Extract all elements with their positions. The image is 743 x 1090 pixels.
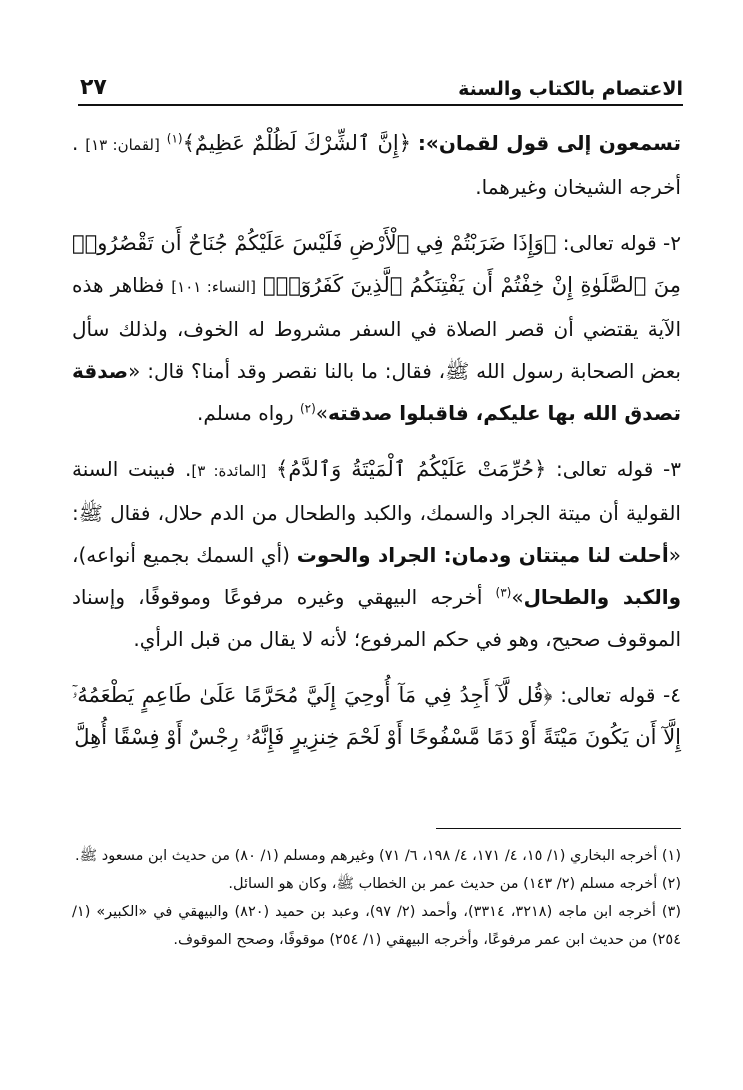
p3-footnote-marker[interactable]: (٣) <box>495 585 512 600</box>
p3-hadith-quote-1: أحلت لنا ميتتان ودمان: الجراد والحوت <box>296 543 669 567</box>
p2-quote-close: » <box>315 401 329 425</box>
footnotes <box>72 842 681 954</box>
p3-mid: (أي السمك بجميع أنواعه)، <box>72 543 297 567</box>
page-number: ٢٧ <box>80 75 107 100</box>
p3-verse: ﴿حُرِّمَتْ عَلَيْكُمُ ٱلْمَيْتَةُ وَٱلدَّمُ﴾ <box>276 457 547 481</box>
paragraph-3 <box>72 448 681 660</box>
p2-text-2: رواه مسلم. <box>197 401 300 425</box>
p3-hadith-quote-2: والكبد والطحال <box>523 585 681 609</box>
header-title: الاعتصام بالكتاب والسنة <box>458 78 683 100</box>
p1-tail: . أخرجه الشيخان وغيرهما. <box>72 131 681 199</box>
p2-hadith-quote: صدقة تصدق الله بها عليكم، فاقبلوا صدقته <box>72 359 681 425</box>
footnote-separator <box>436 828 681 829</box>
footnote-3: (٣) أخرجه ابن ماجه (٣٢١٨، ٣٣١٤)، وأحمد (٢/ ٩٧)، وعبد بن حميد (٨٢٠) والبيهقي في «الكبير» (١/ ٢٥٤) من حديث ابن عمر مرفوعًا، وأخرجه البيهقي (١/ ٢٥٤) موقوفًا، وصحح الموقوف. <box>72 904 681 948</box>
paragraph-2 <box>72 222 681 434</box>
paragraph-4 <box>72 674 681 758</box>
p2-footnote-marker[interactable]: (٢) <box>299 401 316 416</box>
p1-verse: ﴿إِنَّ ٱلشِّرْكَ لَظُلْمٌ عَظِيمٌ﴾ <box>182 131 412 155</box>
p4-verse: ﴿قُل لَّآ أَجِدُ فِي مَآ أُوحِيَ إِلَيَّ مُحَرَّمًا عَلَىٰ طَاعِمٍ يَطْعَمُهُۥٓ إِلَّآ أَن يَكُونَ مَيْتَةً أَوْ دَمًا مَّسْفُوحًا أَوْ لَحْمَ خِنزِيرٍ فَإِنَّهُۥ رِجْسٌ أَوْ فِسْقًا أُهِلَّ <box>72 683 681 749</box>
p3-text-2: أخرجه البيهقي وغيره مرفوعًا وموقوفًا، وإسناد الموقوف صحيح، وهو في حكم المرفوع؛ لأنه لا يقال من قبل الرأي. <box>72 585 681 651</box>
header-rule <box>78 104 683 106</box>
running-header <box>80 66 683 100</box>
p2-verse-reference: [النساء: ١٠١] <box>171 278 256 296</box>
p3-quote-close: » <box>511 585 524 609</box>
footnote-2: (٢) أخرجه مسلم (٢/ ١٤٣) من حديث عمر بن الخطاب ﷺ، وكان هو السائل. <box>228 876 681 892</box>
p2-intro: ٢- قوله تعالى: <box>562 231 682 255</box>
p1-lead: تسمعون إلى قول لقمان»: <box>417 131 681 155</box>
p4-intro: ٤- قوله تعالى: <box>560 683 682 707</box>
main-text <box>72 122 681 772</box>
p2-text-1: فظاهر هذه الآية يقتضي أن قصر الصلاة في السفر مشروط له الخوف، ولذلك سأل بعض الصحابة رسول الله ﷺ، فقال: ما بالنا نقصر وقد أمنا؟ قال: « <box>72 273 681 383</box>
p3-intro: ٣- قوله تعالى: <box>556 457 682 481</box>
footnote-1: (١) أخرجه البخاري (١/ ١٥، ٤/ ١٧١، ٤/ ١٩٨، ٦/ ٧١) وغيرهم ومسلم (١/ ٨٠) من حديث ابن مسعود ﷺ. <box>75 848 681 864</box>
p1-verse-reference: [لقمان: ١٣] <box>85 136 160 154</box>
p2-verse: ﴿وَإِذَا ضَرَبْتُمْ فِي ٱلْأَرْضِ فَلَيْسَ عَلَيْكُمْ جُنَاحٌ أَن تَقْصُرُوا۟ مِنَ ٱلصَّلَوٰةِ إِنْ خِفْتُمْ أَن يَفْتِنَكُمُ ٱلَّذِينَ كَفَرُوٓا۟﴾ <box>72 231 681 297</box>
paragraph-1 <box>72 122 681 208</box>
p3-verse-reference: [المائدة: ٣] <box>191 462 267 480</box>
p1-footnote-marker[interactable]: (١) <box>166 131 183 146</box>
p3-text-1: . فبينت السنة القولية أن ميتة الجراد والسمك، والكبد والطحال من الدم حلال، فقال ﷺ: « <box>72 457 682 567</box>
